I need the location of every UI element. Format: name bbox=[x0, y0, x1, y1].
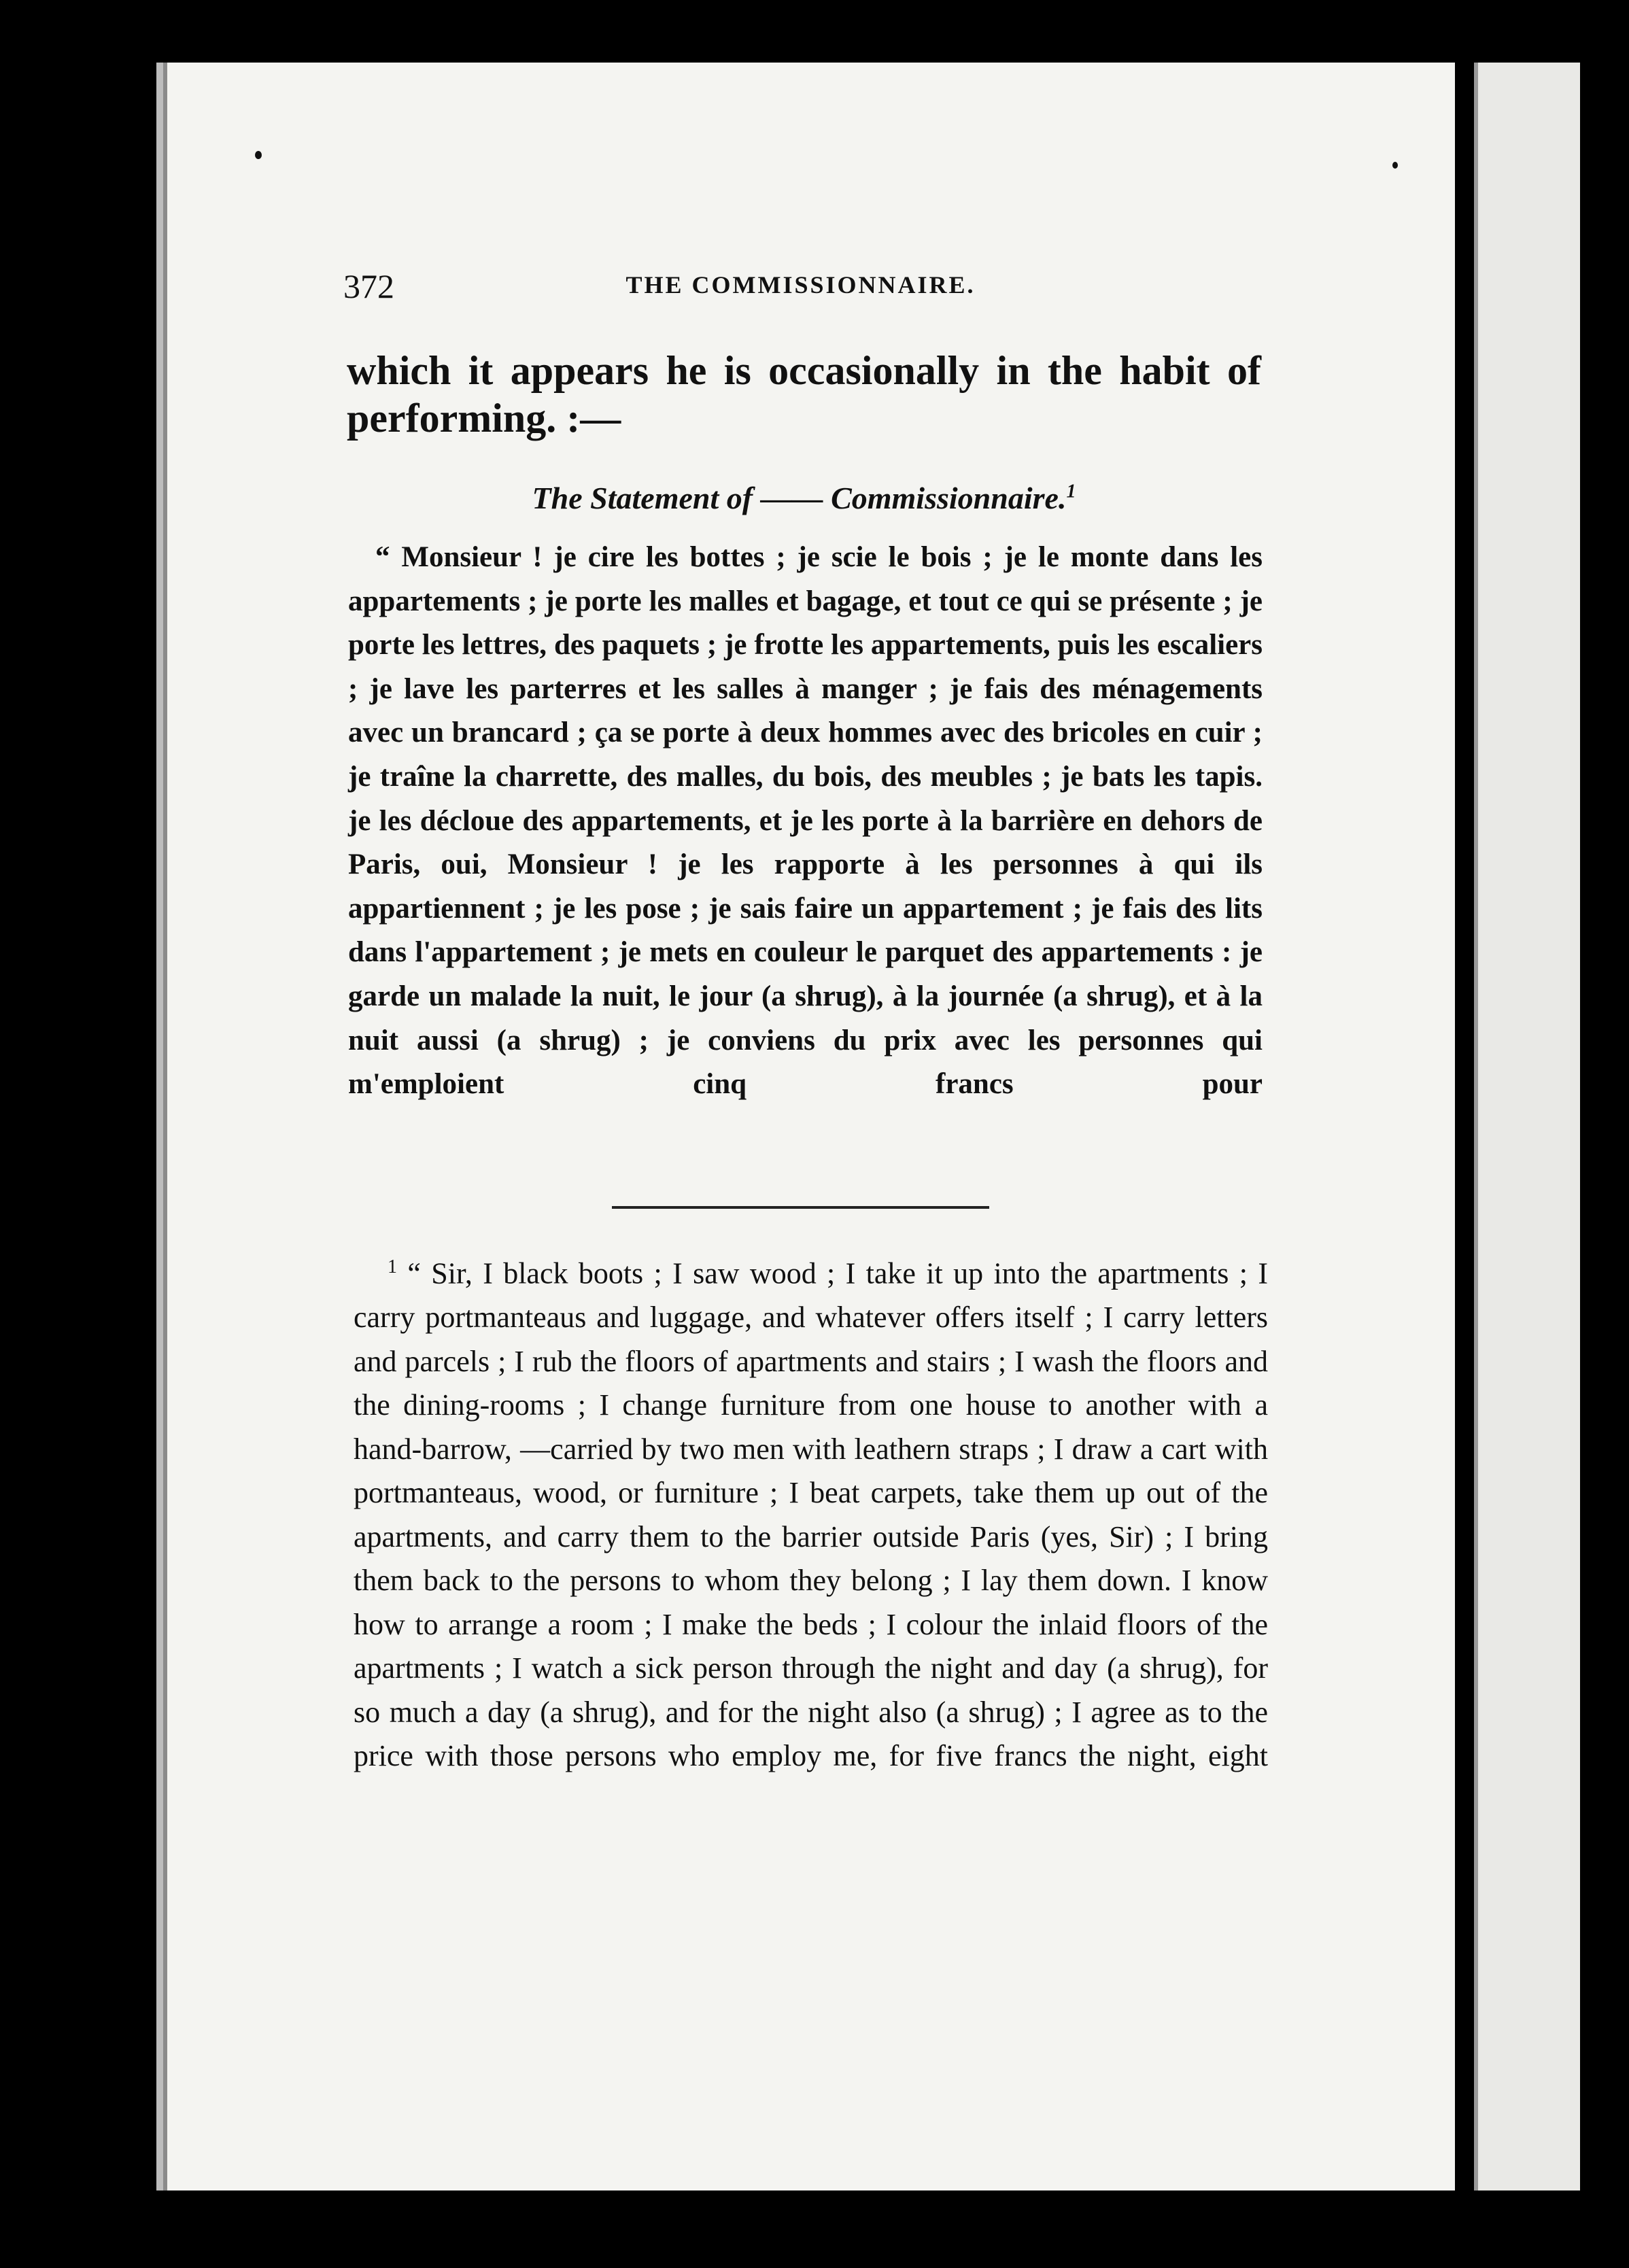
page-header bbox=[343, 267, 1258, 307]
ink-speck bbox=[1392, 162, 1398, 169]
facing-page-edge bbox=[1474, 63, 1580, 2190]
french-statement bbox=[348, 536, 1263, 1107]
running-head: THE COMMISSIONNAIRE. bbox=[625, 271, 976, 298]
footnote-rule bbox=[612, 1206, 989, 1209]
footnote-text: “ Sir, I black boots ; I saw wood ; I take it up into the apartments ; I carry portmanteaus and luggage, and whatever offers itself ; I carry letters and parcels ; I rub the floors of apartments and stairs ; I wash the floors and the dining-rooms ; I change furniture from one house to another with a hand-barrow, —carried by two men with leathern straps ; I draw a cart with portmanteaus, wood, or furniture ; I beat carpets, take them up out of the apartments, and carry them to the barrier outside Paris (yes, Sir) ; I bring them back to the persons to whom they belong ; I lay them down. I know how to arrange a room ; I make the beds ; I colour the inlaid floors of the apartments ; I watch a sick person through the night and day (a shrug), for so much a day (a shrug), and for the night also (a shrug) ; I agree as to the price with those persons who employ me, for five francs the night, eight bbox=[354, 1256, 1268, 1773]
ink-speck bbox=[255, 151, 262, 159]
footnote bbox=[354, 1245, 1268, 1779]
section-heading bbox=[347, 480, 1261, 516]
intro-paragraph: which it appears he is occasionally in the habit of performing. :— bbox=[347, 348, 1261, 441]
footnote-reference: 1 bbox=[1066, 481, 1076, 502]
page-number: 372 bbox=[343, 267, 394, 305]
french-statement-text: “ Monsieur ! je cire les bottes ; je scie le bois ; je le monte dans les appartements ; je porte les malles et bagage, et tout ce qui se présente ; je porte les lettres, des paquets ; je frotte les appartements, puis les escaliers ; je lave les parterres et les salles à manger ; je fais des ménagements avec un brancard ; ça se porte à deux hommes avec des bricoles en cuir ; je traîne la charrette, des malles, du bois, des meubles ; je bats les tapis. je les décloue des appartements, et je les porte à la barrière en dehors de Paris, oui, Monsieur ! je les rapporte à les personnes à qui ils appartiennent ; je les pose ; je sais faire un appartement ; je fais des lits dans l'appartement ; je mets en couleur le parquet des appartements : je garde un malade la nuit, le jour (a shrug), à la journée (a shrug), et à la nuit aussi (a shrug) ; je conviens du prix avec les personnes qui m'emploient cinq francs pour bbox=[348, 541, 1263, 1101]
footnote-paragraph bbox=[354, 1245, 1268, 1779]
footnote-marker: 1 bbox=[388, 1256, 397, 1277]
section-heading-text: The Statement of —— Commissionnaire. bbox=[532, 481, 1067, 515]
